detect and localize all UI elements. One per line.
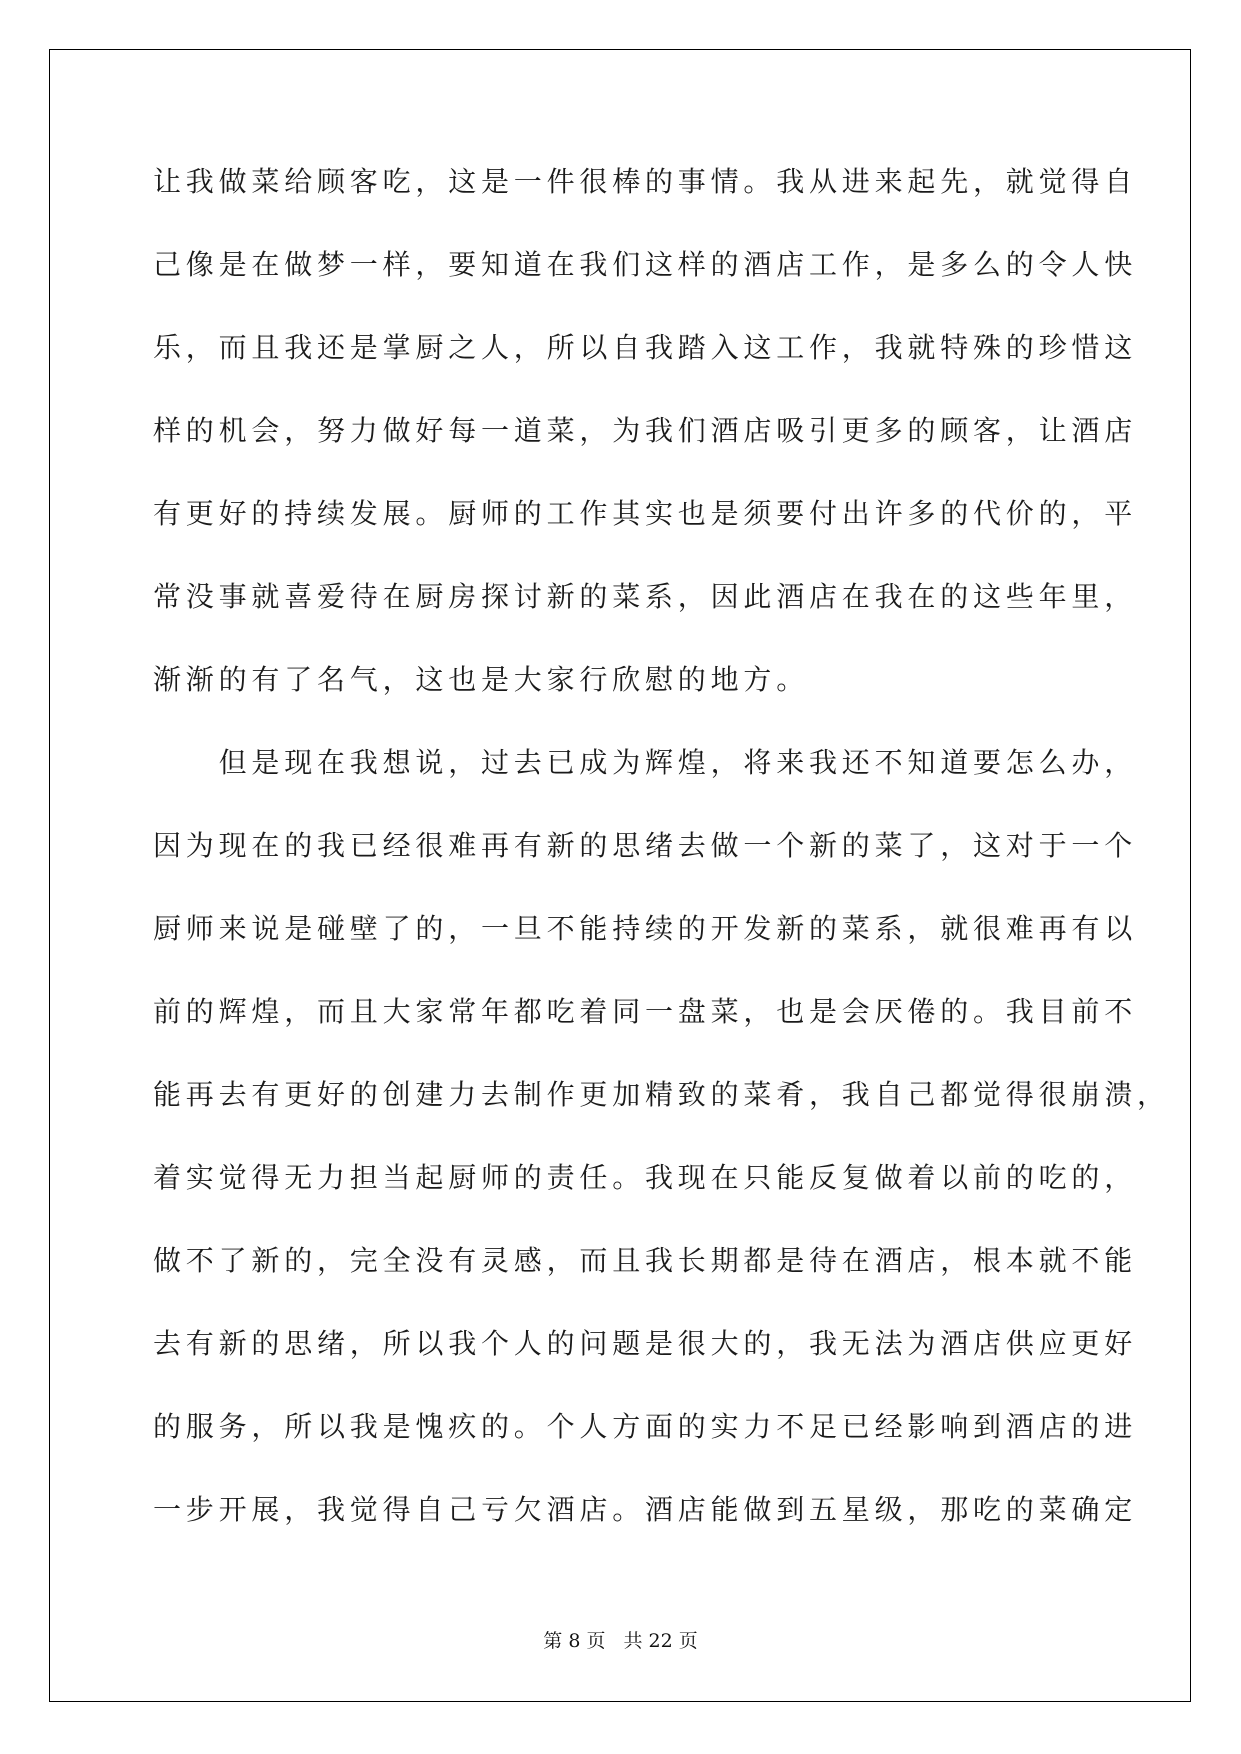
text-line: 的服务，所以我是愧疚的。个人方面的实力不足已经影响到酒店的进 (153, 1410, 1138, 1443)
text-line: 有更好的持续发展。厨师的工作其实也是须要付出许多的代价的，平 (153, 497, 1138, 530)
text-line: 渐渐的有了名气，这也是大家行欣慰的地方。 (153, 663, 810, 696)
text-line: 但是现在我想说，过去已成为辉煌，将来我还不知道要怎么办， (153, 746, 1138, 779)
text-line: 厨师来说是碰壁了的，一旦不能持续的开发新的菜系，就很难再有以 (153, 912, 1138, 945)
text-line: 能再去有更好的创建力去制作更加精致的菜肴，我自己都觉得很崩溃， (153, 1078, 1170, 1111)
page-number: 第 8 页 (543, 1630, 606, 1652)
text-line: 着实觉得无力担当起厨师的责任。我现在只能反复做着以前的吃的， (153, 1161, 1138, 1194)
text-line: 因为现在的我已经很难再有新的思绪去做一个新的菜了，这对于一个 (153, 829, 1138, 862)
text-line: 一步开展，我觉得自己亏欠酒店。酒店能做到五星级，那吃的菜确定 (153, 1493, 1138, 1526)
page-total: 共 22 页 (623, 1630, 698, 1652)
page-footer (0, 1626, 1241, 1653)
text-line: 常没事就喜爱待在厨房探讨新的菜系，因此酒店在我在的这些年里， (153, 580, 1138, 613)
text-line: 乐，而且我还是掌厨之人，所以自我踏入这工作，我就特殊的珍惜这 (153, 331, 1138, 364)
text-line: 去有新的思绪，所以我个人的问题是很大的，我无法为酒店供应更好 (153, 1327, 1138, 1360)
text-line: 做不了新的，完全没有灵感，而且我长期都是待在酒店，根本就不能 (153, 1244, 1138, 1277)
text-line: 样的机会，努力做好每一道菜，为我们酒店吸引更多的顾客，让酒店 (153, 414, 1138, 447)
document-body (153, 157, 1170, 1568)
text-line: 前的辉煌，而且大家常年都吃着同一盘菜，也是会厌倦的。我目前不 (153, 995, 1138, 1028)
text-line: 己像是在做梦一样，要知道在我们这样的酒店工作，是多么的令人快 (153, 248, 1138, 281)
text-line: 让我做菜给顾客吃，这是一件很棒的事情。我从进来起先，就觉得自 (153, 165, 1138, 198)
